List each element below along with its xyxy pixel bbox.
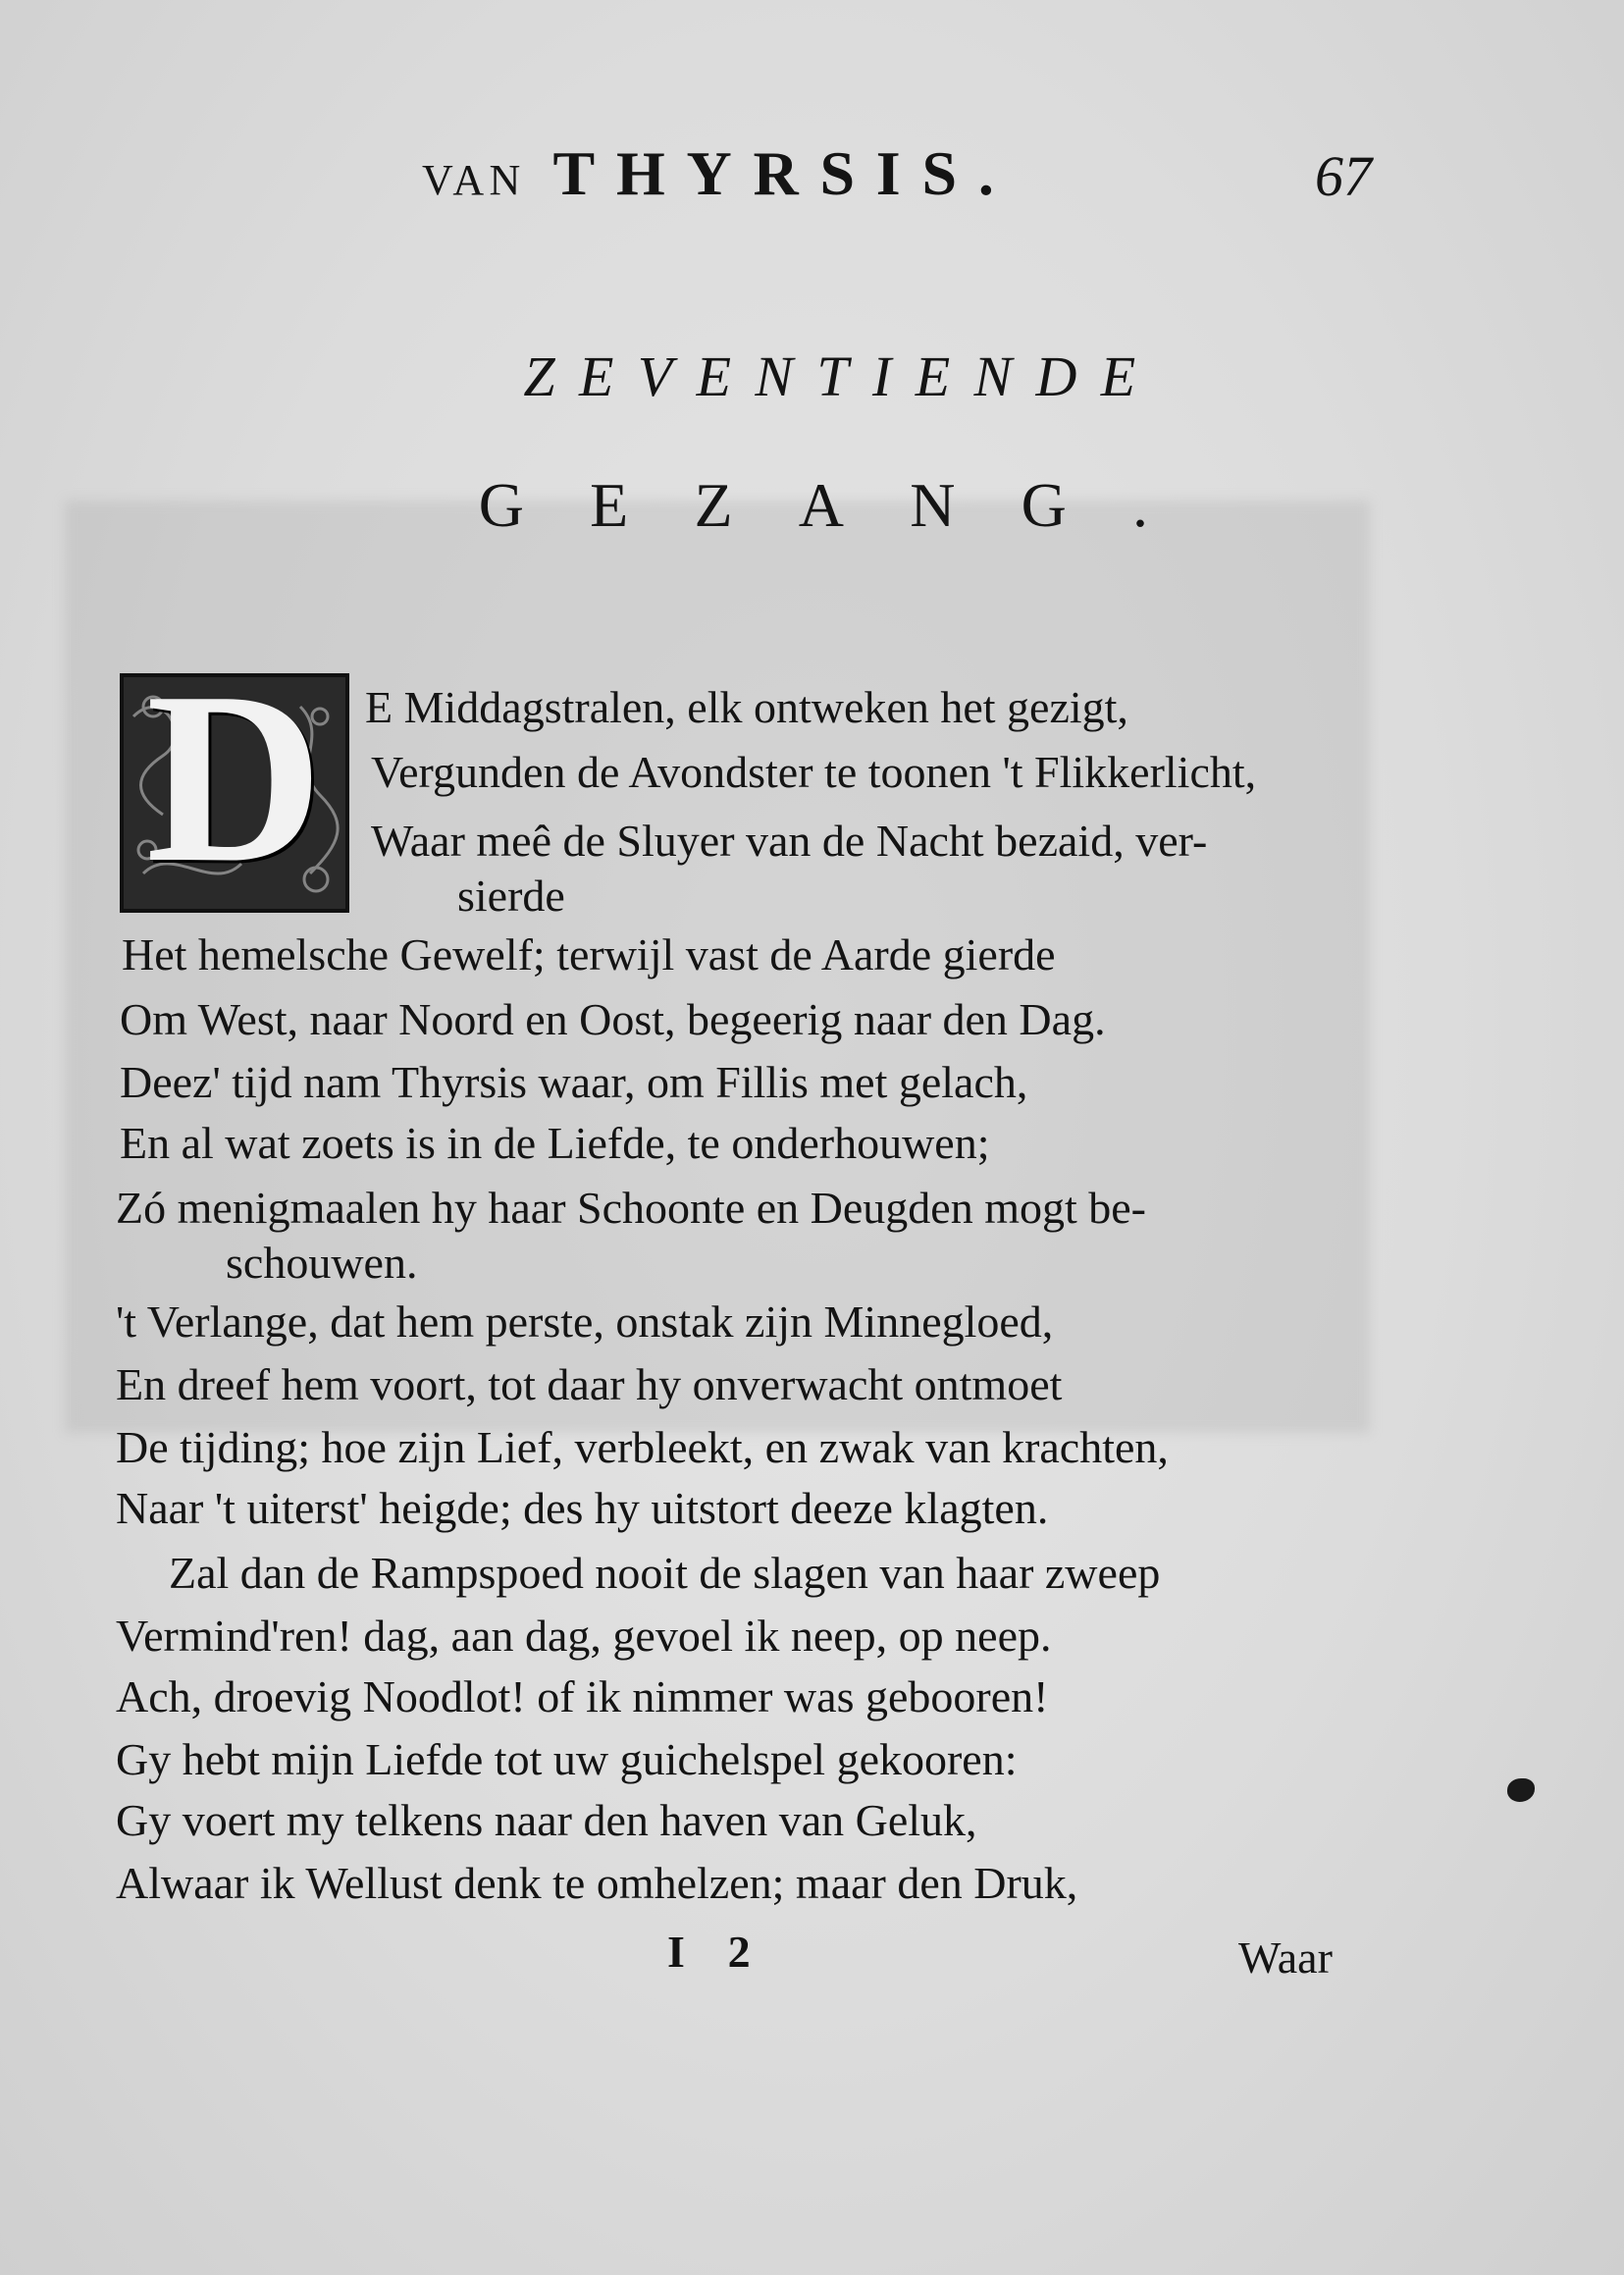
verse-line: schouwen. <box>226 1238 418 1288</box>
drop-cap-letter: D <box>145 673 324 913</box>
verse-line: Alwaar ik Wellust denk te omhelzen; maar den Druk, <box>116 1858 1078 1908</box>
chapter-title: GEZANG. <box>478 470 1215 540</box>
running-title-prefix: VAN <box>422 156 526 204</box>
verse-line: Waar meê de Sluyer van de Nacht bezaid, ver- <box>371 816 1208 866</box>
verse-line: 't Verlange, dat hem perste, onstak zijn Minnegloed, <box>116 1296 1054 1347</box>
verse-line: Vergunden de Avondster te toonen 't Flikkerlicht, <box>371 747 1257 797</box>
verse-line: En al wat zoets is in de Liefde, te onderhouwen; <box>120 1118 990 1168</box>
verse-line: Het hemelsche Gewelf; terwijl vast de Aarde gierde <box>122 929 1056 979</box>
running-title-main: THYRSIS. <box>552 138 1016 208</box>
verse-line: De tijding; hoe zijn Lief, verbleekt, en zwak van krachten, <box>116 1422 1169 1472</box>
verse-line: Naar 't uiterst' heigde; des hy uitstort deeze klagten. <box>116 1483 1049 1533</box>
verse-line: Gy voert my telkens naar den haven van Geluk, <box>116 1795 977 1845</box>
verse-line: Zó menigmaalen hy haar Schoonte en Deugden mogt be- <box>116 1183 1147 1233</box>
verse-line: Vermind'ren! dag, aan dag, gevoel ik neep, op neep. <box>116 1611 1052 1661</box>
verse-line: Zal dan de Rampspoed nooit de slagen van haar zweep <box>169 1548 1161 1598</box>
verse-line: sierde <box>457 871 565 921</box>
signature-mark: I 2 <box>667 1927 766 1977</box>
chapter-title-ordinal: ZEVENTIENDE <box>523 344 1160 408</box>
verse-line: Ach, droevig Noodlot! of ik nimmer was gebooren! <box>116 1671 1049 1721</box>
catchword: Waar <box>1238 1932 1333 1983</box>
verse-line: Om West, naar Noord en Oost, begeerig naar den Dag. <box>120 994 1106 1044</box>
verse-line: E Middagstralen, elk ontweken het gezigt, <box>365 682 1128 732</box>
page-number: 67 <box>1315 144 1372 208</box>
verse-line: En dreef hem voort, tot daar hy onverwacht ontmoet <box>116 1359 1063 1409</box>
verse-line: Deez' tijd nam Thyrsis waar, om Fillis met gelach, <box>120 1057 1028 1107</box>
verse-line: Gy hebt mijn Liefde tot uw guichelspel gekooren: <box>116 1734 1018 1784</box>
